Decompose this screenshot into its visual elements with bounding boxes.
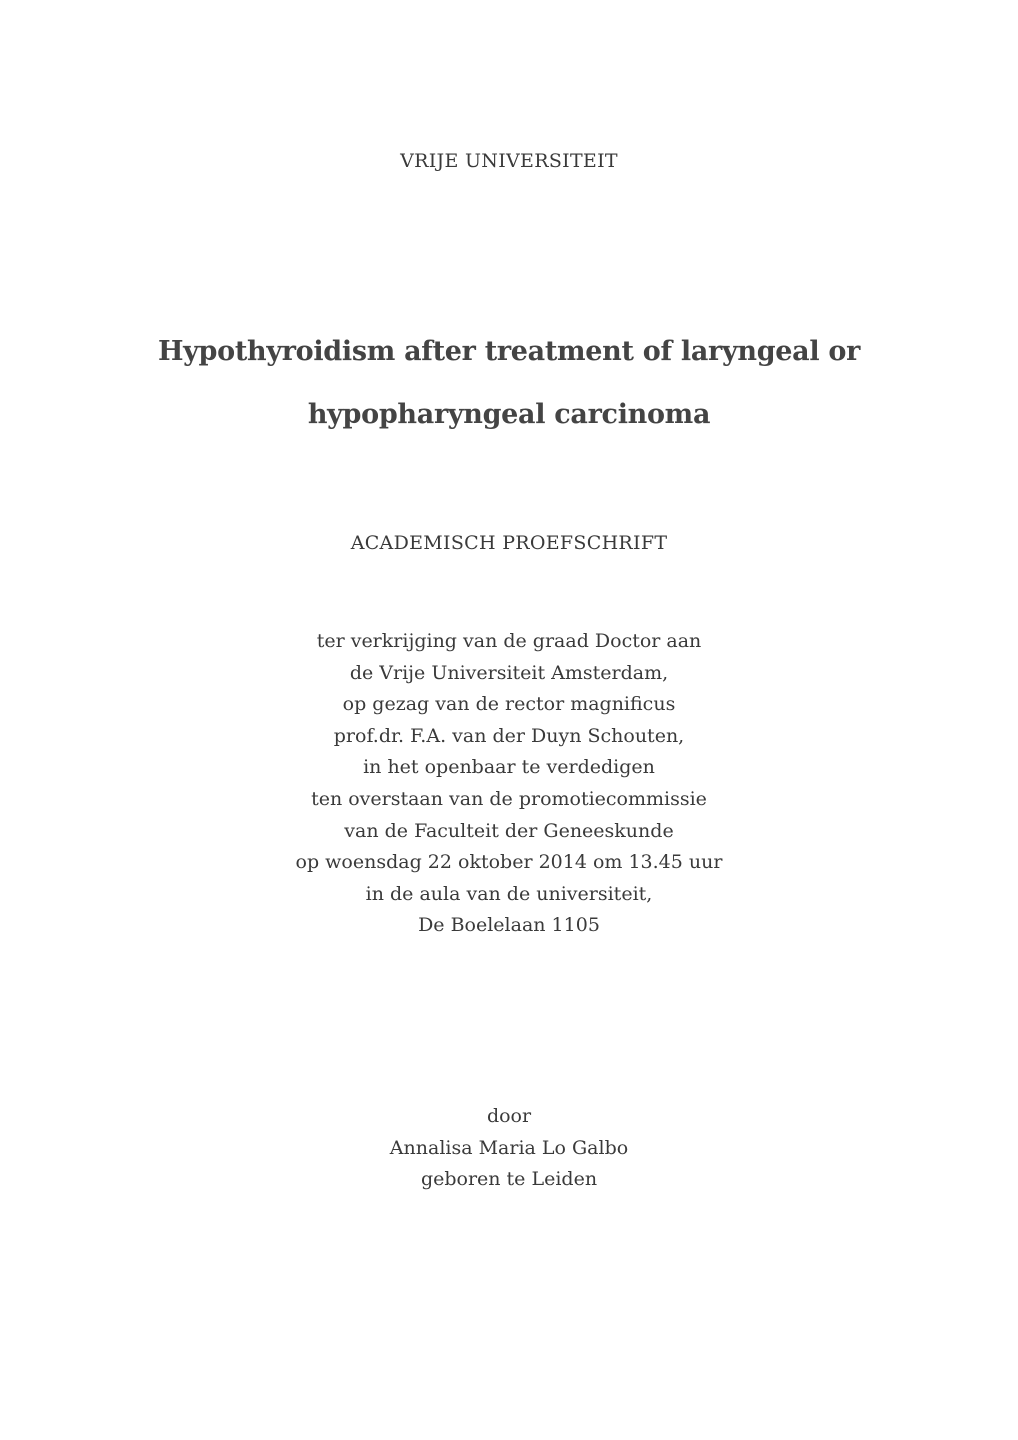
author-birthplace: geboren te Leiden: [420, 1168, 598, 1191]
defense-line: op woensdag 22 oktober 2014 om 13.45 uur: [295, 851, 723, 874]
author-name: Annalisa Maria Lo Galbo: [389, 1136, 629, 1159]
university-name: VRIJE UNIVERSITEIT: [400, 150, 618, 172]
defense-line: in de aula van de universiteit,: [365, 882, 653, 905]
defense-line: de Vrije Universiteit Amsterdam,: [349, 661, 669, 684]
defense-line: van de Faculteit der Geneeskunde: [344, 819, 674, 842]
thesis-title-line-1: Hypothyroidism after treatment of laryngeal or: [157, 336, 861, 367]
defense-line: op gezag van de rector magnificus: [342, 693, 676, 716]
author-block: [0, 1101, 1018, 1196]
defense-line: ten overstaan van de promotiecommissie: [311, 787, 707, 810]
defense-line: ter verkrijging van de graad Doctor aan: [316, 630, 702, 652]
author-by-label: door: [486, 1105, 532, 1127]
thesis-title-line-2: hypopharyngeal carcinoma: [307, 399, 711, 430]
defense-line: De Boelelaan 1105: [418, 914, 600, 937]
defense-statement: [0, 626, 1018, 942]
defense-line: in het openbaar te verdedigen: [363, 756, 655, 779]
document-type: ACADEMISCH PROEFSCHRIFT: [350, 532, 668, 554]
defense-line: prof.dr. F.A. van der Duyn Schouten,: [333, 724, 685, 747]
